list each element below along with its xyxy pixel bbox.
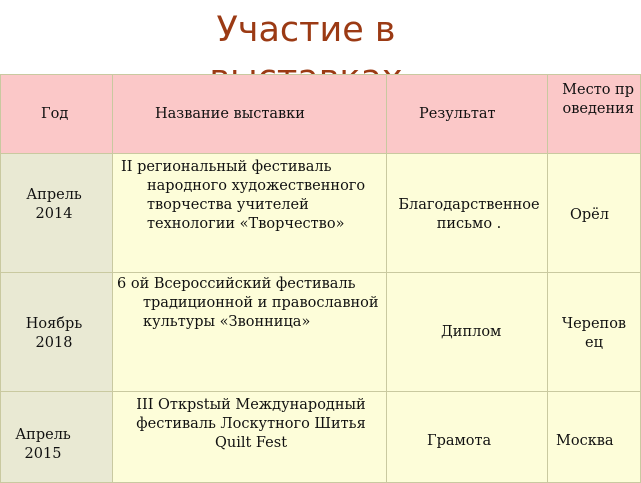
row-year: Апрель 2015 (15, 427, 71, 462)
row-place: Череповец (561, 316, 627, 351)
title-line-2 (86, 54, 526, 76)
table-row (1, 392, 641, 483)
row-exhibition-name: 6 ой Всероссийский фестиваль традиционной и православной культуры «Звонница» (117, 276, 379, 330)
header-result: Результат (419, 106, 496, 122)
row-result: Грамота (427, 433, 492, 449)
table-row (1, 273, 641, 392)
row-exhibition-name: III Открstый Международный фестиваль Лоскутного Шитья Quilt Fest (136, 397, 366, 451)
row-year: Ноябрь 2018 (25, 316, 83, 351)
header-year: Год (41, 106, 69, 122)
exhibitions-table (0, 74, 641, 483)
title-line-1: Участие в (216, 10, 396, 50)
row-place: Орёл (570, 207, 609, 223)
header-place: Место проведения (562, 82, 634, 117)
row-result: Благодарственное письмо . (398, 197, 540, 232)
page-title (0, 6, 612, 76)
header-name: Название выставки (155, 106, 305, 122)
row-exhibition-name: II региональный фестиваль народного художественного творчества учителей технологии «Творчество» (121, 159, 366, 232)
row-result: Диплом (441, 324, 502, 340)
row-place: Москва (556, 433, 614, 449)
row-year: Апрель 2014 (26, 187, 82, 222)
table-row (1, 154, 641, 273)
table-header-row (1, 75, 641, 154)
